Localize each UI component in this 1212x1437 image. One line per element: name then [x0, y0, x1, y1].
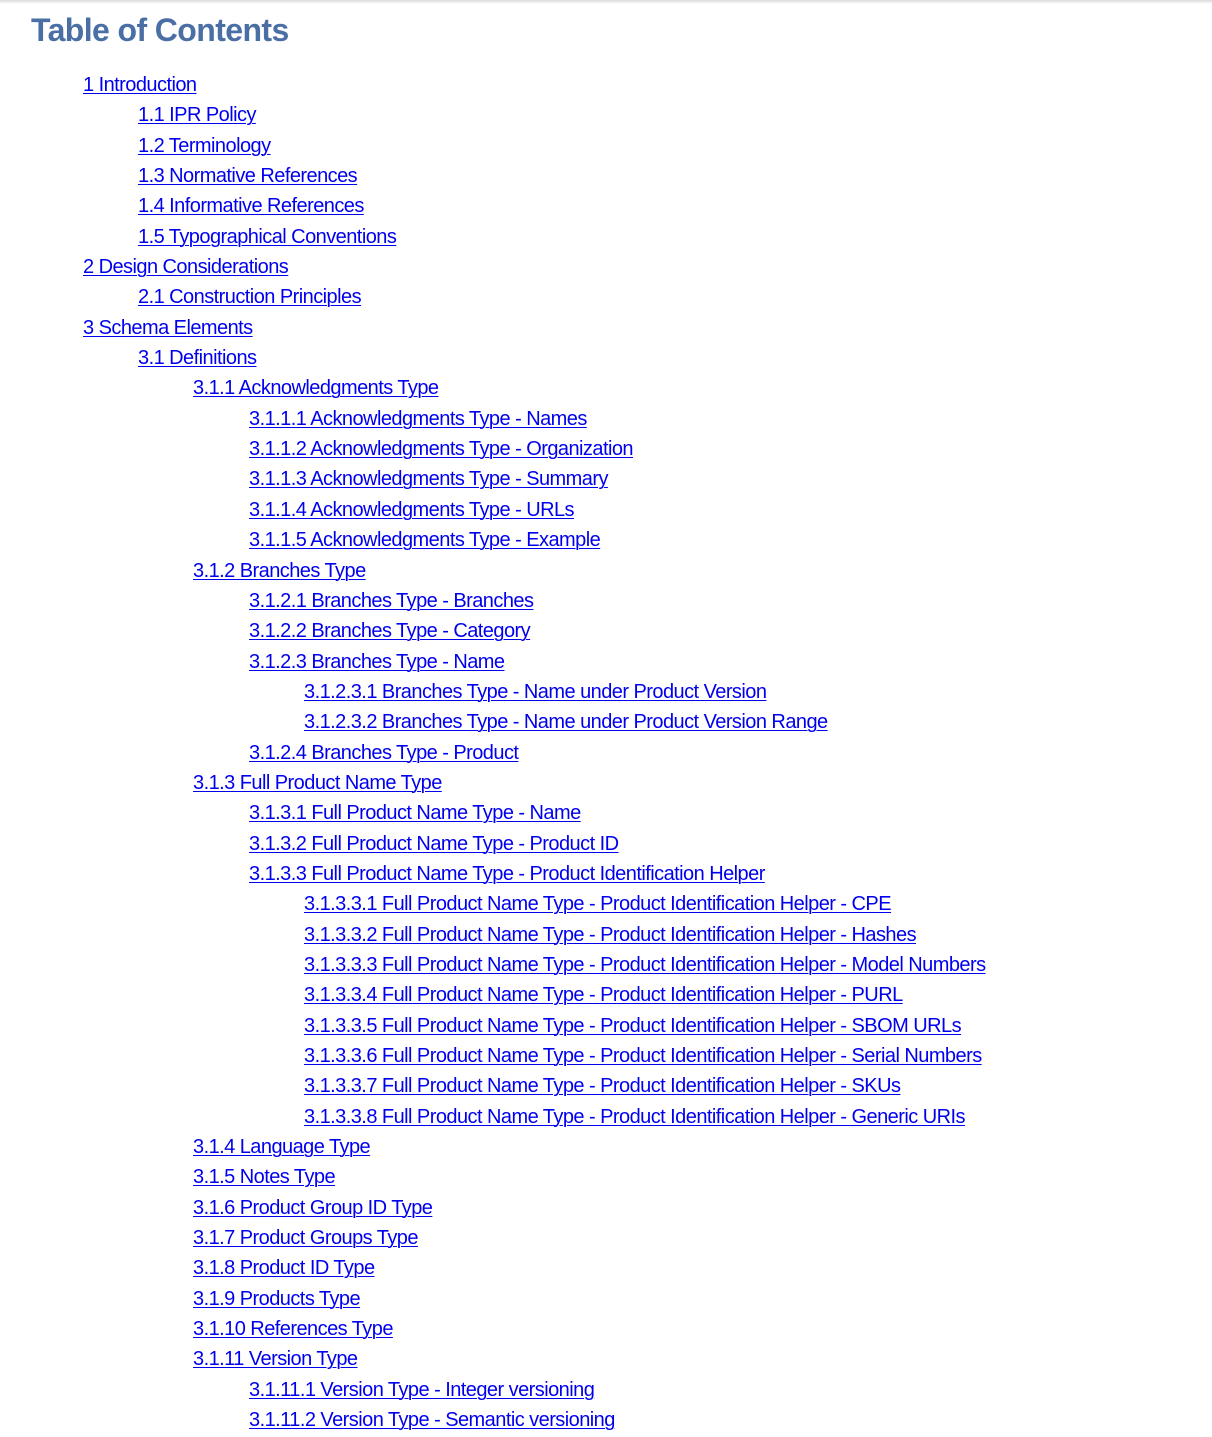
toc-link[interactable]: 2 Design Considerations: [83, 256, 289, 279]
toc-entry: [0, 950, 1212, 980]
toc-entry: [0, 1071, 1212, 1101]
top-shadow: [0, 0, 1212, 4]
toc-link[interactable]: 3.1.3.3.1 Full Product Name Type - Product Identification Helper - CPE: [304, 893, 891, 916]
toc-entry: [0, 859, 1212, 889]
toc-entry: [0, 1375, 1212, 1405]
toc-link[interactable]: 3.1.11.2 Version Type - Semantic versioning: [249, 1409, 615, 1432]
toc-link[interactable]: 3.1.3.1 Full Product Name Type - Name: [249, 802, 581, 825]
toc-link[interactable]: 3.1.1.2 Acknowledgments Type - Organization: [249, 438, 633, 461]
toc-entry: [0, 829, 1212, 859]
toc-link[interactable]: 3.1.2.3.2 Branches Type - Name under Product Version Range: [304, 711, 828, 734]
toc-link[interactable]: 1.2 Terminology: [138, 134, 271, 157]
toc-entry: [0, 798, 1212, 828]
toc-entry: [0, 495, 1212, 525]
toc-entry: [0, 191, 1212, 221]
toc-entry: [0, 1193, 1212, 1223]
toc-link[interactable]: 3.1.5 Notes Type: [193, 1166, 336, 1189]
page-title: Table of Contents: [31, 12, 289, 48]
toc-link[interactable]: 3.1.2 Branches Type: [193, 559, 366, 582]
toc-link[interactable]: 3.1.10 References Type: [193, 1318, 393, 1341]
toc-entry: [0, 161, 1212, 191]
toc-link[interactable]: 3.1.1 Acknowledgments Type: [193, 377, 439, 400]
toc-link[interactable]: 3.1.11 Version Type: [193, 1348, 358, 1371]
toc-link[interactable]: 3.1.2.3 Branches Type - Name: [249, 650, 505, 673]
toc-entry: [0, 1314, 1212, 1344]
toc-link[interactable]: 3.1.1.5 Acknowledgments Type - Example: [249, 529, 601, 552]
toc-entry: [0, 980, 1212, 1010]
toc-link[interactable]: 3.1.3.3.7 Full Product Name Type - Product Identification Helper - SKUs: [304, 1075, 901, 1098]
toc-entry: [0, 252, 1212, 282]
toc-entry: [0, 920, 1212, 950]
toc-link[interactable]: 2.1 Construction Principles: [138, 286, 362, 309]
toc-link[interactable]: 3 Schema Elements: [83, 316, 253, 339]
toc-entry: [0, 1344, 1212, 1374]
toc-entry: [0, 525, 1212, 555]
toc-entry: [0, 1132, 1212, 1162]
toc-link[interactable]: 3.1.3.2 Full Product Name Type - Product ID: [249, 832, 619, 855]
toc-entry: [0, 586, 1212, 616]
toc-entry: [0, 343, 1212, 373]
toc-entry: [0, 1253, 1212, 1283]
toc-link[interactable]: 3.1.2.2 Branches Type - Category: [249, 620, 531, 643]
toc-link[interactable]: 3.1.3.3.2 Full Product Name Type - Product Identification Helper - Hashes: [304, 923, 917, 946]
toc-link[interactable]: 3.1.4 Language Type: [193, 1136, 371, 1159]
toc-entry: [0, 131, 1212, 161]
toc-entry: [0, 1405, 1212, 1435]
toc-entry: [0, 100, 1212, 130]
toc-entry: [0, 556, 1212, 586]
toc-link[interactable]: 3.1.3.3.6 Full Product Name Type - Product Identification Helper - Serial Numbers: [304, 1045, 982, 1067]
toc-link[interactable]: 3.1.1.3 Acknowledgments Type - Summary: [249, 468, 608, 491]
toc-link[interactable]: 3.1.1.1 Acknowledgments Type - Names: [249, 407, 587, 430]
toc-entry: [0, 1041, 1212, 1071]
toc-link[interactable]: 3.1 Definitions: [138, 347, 257, 370]
toc-list: [0, 70, 1212, 1435]
toc-link[interactable]: 3.1.3.3.8 Full Product Name Type - Product Identification Helper - Generic URIs: [304, 1105, 965, 1128]
toc-entry: [0, 222, 1212, 252]
toc-entry: [0, 434, 1212, 464]
toc-entry: [0, 768, 1212, 798]
toc-entry: [0, 616, 1212, 646]
toc-link[interactable]: 3.1.6 Product Group ID Type: [193, 1196, 433, 1219]
toc-entry: [0, 1011, 1212, 1041]
toc-entry: [0, 70, 1212, 100]
toc-entry: [0, 282, 1212, 312]
toc-link[interactable]: 1.3 Normative References: [138, 165, 358, 188]
toc-link[interactable]: 1.4 Informative References: [138, 195, 364, 218]
toc-entry: [0, 373, 1212, 403]
toc-link[interactable]: 1.1 IPR Policy: [138, 104, 256, 127]
toc-link[interactable]: 3.1.2.1 Branches Type - Branches: [249, 589, 534, 612]
toc-entry: [0, 889, 1212, 919]
toc-link[interactable]: 1.5 Typographical Conventions: [138, 225, 397, 248]
toc-link[interactable]: 1 Introduction: [83, 74, 197, 96]
toc-entry: [0, 677, 1212, 707]
toc-link[interactable]: 3.1.7 Product Groups Type: [193, 1227, 418, 1250]
toc-link[interactable]: 3.1.8 Product ID Type: [193, 1257, 375, 1280]
toc-entry: [0, 738, 1212, 768]
toc-entry: [0, 647, 1212, 677]
toc-link[interactable]: 3.1.2.3.1 Branches Type - Name under Product Version: [304, 680, 767, 703]
toc-entry: [0, 404, 1212, 434]
toc-link[interactable]: 3.1.9 Products Type: [193, 1287, 361, 1310]
toc-entry: [0, 313, 1212, 343]
toc-link[interactable]: 3.1.3.3 Full Product Name Type - Product Identification Helper: [249, 862, 765, 885]
toc-link[interactable]: 3.1.3.3.3 Full Product Name Type - Product Identification Helper - Model Numbers: [304, 953, 986, 976]
toc-link[interactable]: 3.1.3.3.4 Full Product Name Type - Product Identification Helper - PURL: [304, 984, 903, 1007]
toc-link[interactable]: 3.1.11.1 Version Type - Integer versioning: [249, 1378, 595, 1401]
toc-entry: [0, 1284, 1212, 1314]
toc-entry: [0, 1102, 1212, 1132]
toc-entry: [0, 464, 1212, 494]
toc-entry: [0, 1162, 1212, 1192]
toc-entry: [0, 707, 1212, 737]
toc-link[interactable]: 3.1.3.3.5 Full Product Name Type - Product Identification Helper - SBOM URLs: [304, 1014, 962, 1037]
toc-link[interactable]: 3.1.2.4 Branches Type - Product: [249, 741, 519, 764]
toc-link[interactable]: 3.1.3 Full Product Name Type: [193, 771, 442, 794]
toc-link[interactable]: 3.1.1.4 Acknowledgments Type - URLs: [249, 498, 575, 521]
toc-entry: [0, 1223, 1212, 1253]
